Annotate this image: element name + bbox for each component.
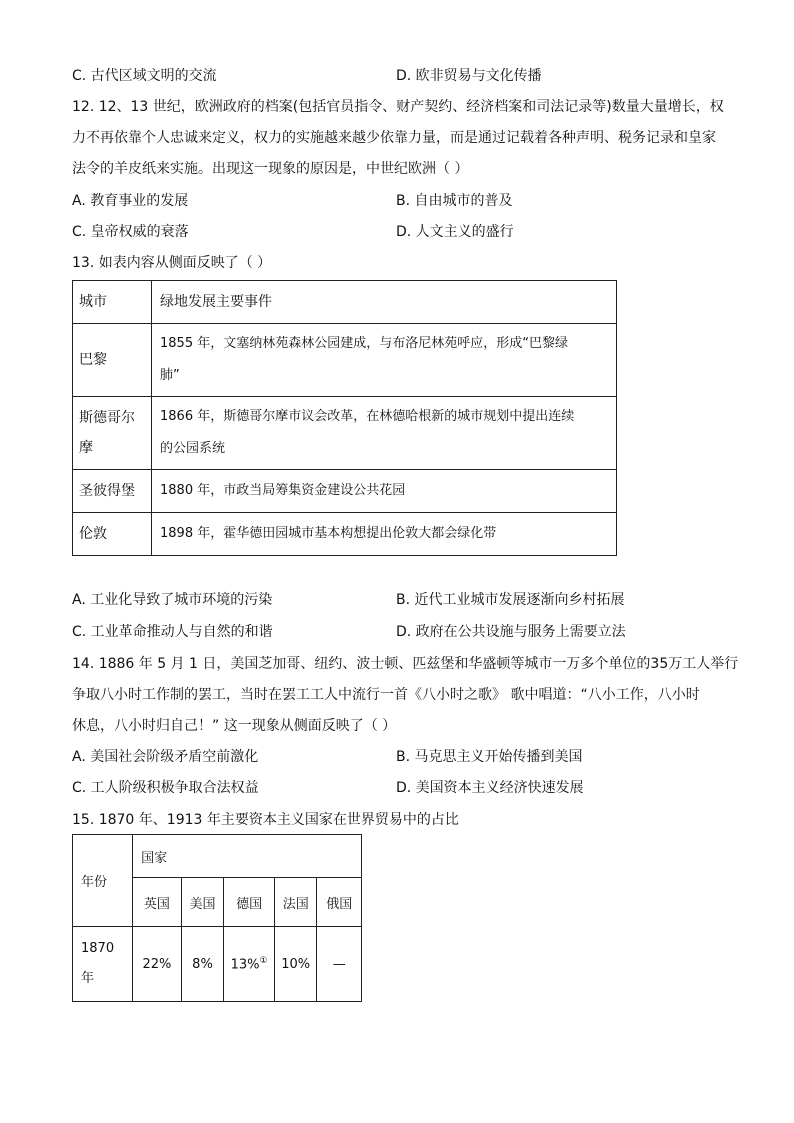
year-unit: 年 xyxy=(81,971,95,986)
city-cell xyxy=(73,397,152,470)
nation-header-cell: 法国 xyxy=(274,878,316,927)
q12-option-d: D. 人文主义的盛行 xyxy=(396,224,514,240)
q14-stem-line-2: 争取八小时工作制的罢工，当时在罢工工人中流行一首《八小时之歌》 歌中唱道：“八小工作，八小时 xyxy=(72,687,700,703)
nation-header-cell: 德国 xyxy=(224,878,275,927)
q13-option-a: A. 工业化导致了城市环境的污染 xyxy=(72,592,273,608)
footnote-mark: ① xyxy=(259,955,268,966)
value-cell: 8% xyxy=(181,927,223,1002)
value-cell: 22% xyxy=(133,927,182,1002)
nation-header-cell: 英国 xyxy=(133,878,182,927)
q14-option-d: D. 美国资本主义经济快速发展 xyxy=(396,780,584,796)
value-cell: — xyxy=(317,927,362,1002)
q14-option-a: A. 美国社会阶级矛盾空前激化 xyxy=(72,749,259,765)
table-row xyxy=(73,324,617,397)
event-line: 1880 年，市政当局筹集资金建设公共花园 xyxy=(160,483,406,498)
event-cell xyxy=(152,470,617,513)
event-line: 肺” xyxy=(160,368,180,383)
q15-table xyxy=(72,834,362,1002)
city-cell xyxy=(73,470,152,513)
q14-option-b: B. 马克思主义开始传播到美国 xyxy=(396,749,583,765)
q13-option-d: D. 政府在公共设施与服务上需要立法 xyxy=(396,624,626,640)
value-cell xyxy=(224,927,275,1002)
event-line: 1855 年，文塞纳林苑森林公园建成，与布洛尼林苑呼应，形成“巴黎绿 xyxy=(160,336,568,351)
city-name: 斯德哥尔 xyxy=(79,410,135,426)
event-line: 1898 年，霍华德田园城市基本构想提出伦敦大都会绿化带 xyxy=(160,526,497,541)
value-text: 13% xyxy=(230,957,260,973)
city-cell xyxy=(73,513,152,556)
q12-option-b: B. 自由城市的普及 xyxy=(396,193,513,209)
q13-option-b: B. 近代工业城市发展逐渐向乡村拓展 xyxy=(396,592,625,608)
city-name: 圣彼得堡 xyxy=(79,483,135,499)
table-row xyxy=(73,397,617,470)
q14-option-c: C. 工人阶级积极争取合法权益 xyxy=(72,780,259,796)
city-name: 摩 xyxy=(79,440,93,456)
city-name: 伦敦 xyxy=(79,526,107,542)
year-value: 1870 xyxy=(81,941,115,956)
table-row xyxy=(73,470,617,513)
q11-option-d: D. 欧非贸易与文化传播 xyxy=(396,68,542,84)
table-row xyxy=(73,513,617,556)
event-line: 的公园系统 xyxy=(160,441,226,456)
event-line: 1866 年，斯德哥尔摩市议会改革，在林德哈根新的城市规划中提出连续 xyxy=(160,409,575,424)
q13-table xyxy=(72,280,617,556)
event-cell xyxy=(152,324,617,397)
table-header-event: 绿地发展主要事件 xyxy=(152,281,617,324)
q12-stem-line-2: 力不再依靠个人忠诚来定义，权力的实施越来越少依靠力量，而是通过记载着各种声明、税务记录和皇家 xyxy=(72,130,716,146)
city-cell xyxy=(73,324,152,397)
q12-stem-line-1: 12. 12、13 世纪，欧洲政府的档案(包括官员指令、财产契约、经济档案和司法记录等)数量大量增长，权 xyxy=(72,99,724,115)
q12-option-c: C. 皇帝权威的衰落 xyxy=(72,224,189,240)
q12-option-a: A. 教育事业的发展 xyxy=(72,193,189,209)
q13-option-c: C. 工业革命推动人与自然的和谐 xyxy=(72,624,273,640)
table-header-city: 城市 xyxy=(73,281,152,324)
nation-header-cell: 美国 xyxy=(181,878,223,927)
q13-stem: 13. 如表内容从侧面反映了（ ） xyxy=(72,255,272,271)
year-cell xyxy=(73,927,133,1002)
table-header-year: 年份 xyxy=(73,835,133,927)
table-header-nation: 国家 xyxy=(133,835,362,878)
nation-header-cell: 俄国 xyxy=(317,878,362,927)
q12-stem-line-3: 法令的羊皮纸来实施。出现这一现象的原因是，中世纪欧洲（ ） xyxy=(72,161,469,177)
q15-stem: 15. 1870 年、1913 年主要资本主义国家在世界贸易中的占比 xyxy=(72,812,459,828)
q14-stem-line-3: 休息，八小时归自己！” 这一现象从侧面反映了（ ） xyxy=(72,718,397,734)
table-header-row xyxy=(73,835,362,878)
q14-stem-line-1: 14. 1886 年 5 月 1 日，美国芝加哥、纽约、波士顿、匹兹堡和华盛顿等城市一万多个单位的35万工人举行 xyxy=(72,656,739,672)
event-cell xyxy=(152,397,617,470)
q11-option-c: C. 古代区域文明的交流 xyxy=(72,68,217,84)
city-name: 巴黎 xyxy=(79,352,107,368)
value-cell: 10% xyxy=(274,927,316,1002)
event-cell xyxy=(152,513,617,556)
table-row xyxy=(73,927,362,1002)
table-header-row xyxy=(73,281,617,324)
